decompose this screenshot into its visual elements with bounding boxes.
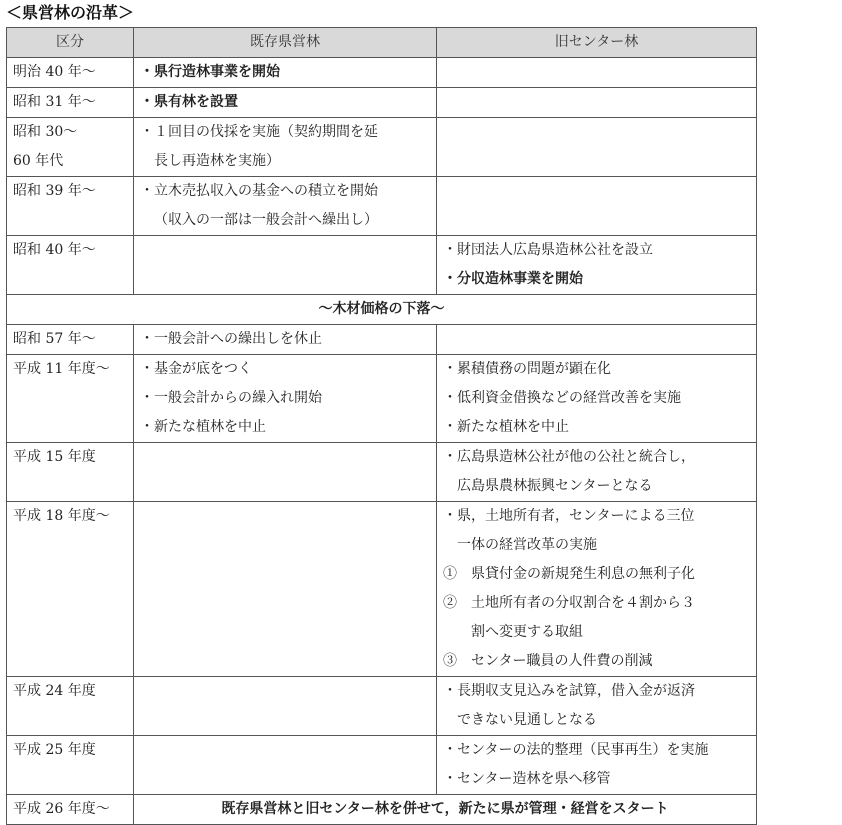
table-row	[7, 677, 757, 736]
table-row	[7, 118, 757, 177]
existing-cell: ・立木売払収入の基金への積立を開始 （収入の一部は一般会計へ繰出し）	[134, 177, 437, 236]
period-cell: 平成 25 年度	[7, 736, 134, 795]
header-period: 区分	[7, 28, 134, 58]
header-old-center-forest: 旧センター林	[437, 28, 757, 58]
merged-management-cell: 既存県営林と旧センター林を併せて，新たに県が管理・経営をスタート	[134, 795, 757, 825]
center-cell: ・長期収支見込みを試算，借入金が返済 できない見通しとなる	[437, 677, 757, 736]
center-cell: ・県，土地所有者，センターによる三位 一体の経営改革の実施 ① 県貸付金の新規発生利息の無利子化 ② 土地所有者の分収割合を４割から３ 割へ変更する取組 ③ センター職員の人件費の削減	[437, 502, 757, 677]
existing-cell	[134, 236, 437, 295]
period-cell: 昭和 30～ 60 年代	[7, 118, 134, 177]
table-row	[7, 502, 757, 677]
center-cell: ・財団法人広島県造林公社を設立 ・分収造林事業を開始	[437, 236, 757, 295]
center-cell: ・累積債務の問題が顕在化 ・低利資金借換などの経営改善を実施 ・新たな植林を中止	[437, 355, 757, 443]
timber-price-decline-divider: ～木材価格の下落～	[7, 295, 757, 325]
center-cell	[437, 88, 757, 118]
period-cell: 平成 15 年度	[7, 443, 134, 502]
existing-cell: ・県行造林事業を開始	[134, 58, 437, 88]
period-cell: 平成 18 年度～	[7, 502, 134, 677]
period-cell: 平成 11 年度～	[7, 355, 134, 443]
existing-cell: ・県有林を設置	[134, 88, 437, 118]
divider-row	[7, 295, 757, 325]
table-row	[7, 355, 757, 443]
table-row	[7, 443, 757, 502]
table-row	[7, 177, 757, 236]
period-cell: 昭和 31 年～	[7, 88, 134, 118]
period-cell: 昭和 39 年～	[7, 177, 134, 236]
center-cell: ・センターの法的整理（民事再生）を実施 ・センター造林を県へ移管	[437, 736, 757, 795]
existing-cell: ・１回目の伐採を実施（契約期間を延 長し再造林を実施）	[134, 118, 437, 177]
existing-cell: ・基金が底をつく ・一般会計からの繰入れ開始 ・新たな植林を中止	[134, 355, 437, 443]
period-cell: 平成 26 年度～	[7, 795, 134, 825]
table-row	[7, 236, 757, 295]
table-row	[7, 88, 757, 118]
table-caption: ＜県営林の沿革＞	[6, 3, 135, 22]
center-cell	[437, 177, 757, 236]
existing-cell	[134, 443, 437, 502]
table-row	[7, 736, 757, 795]
center-cell: ・広島県造林公社が他の公社と統合し， 広島県農林振興センターとなる	[437, 443, 757, 502]
period-cell: 平成 24 年度	[7, 677, 134, 736]
center-cell	[437, 118, 757, 177]
period-cell: 明治 40 年～	[7, 58, 134, 88]
center-cell	[437, 325, 757, 355]
table-row	[7, 58, 757, 88]
existing-cell	[134, 736, 437, 795]
table-row	[7, 795, 757, 825]
header-existing-forest: 既存県営林	[134, 28, 437, 58]
history-table	[6, 27, 757, 825]
existing-cell	[134, 502, 437, 677]
period-cell: 昭和 57 年～	[7, 325, 134, 355]
header-row	[7, 28, 757, 58]
existing-cell: ・一般会計への繰出しを休止	[134, 325, 437, 355]
center-cell	[437, 58, 757, 88]
period-cell: 昭和 40 年～	[7, 236, 134, 295]
table-row	[7, 325, 757, 355]
existing-cell	[134, 677, 437, 736]
